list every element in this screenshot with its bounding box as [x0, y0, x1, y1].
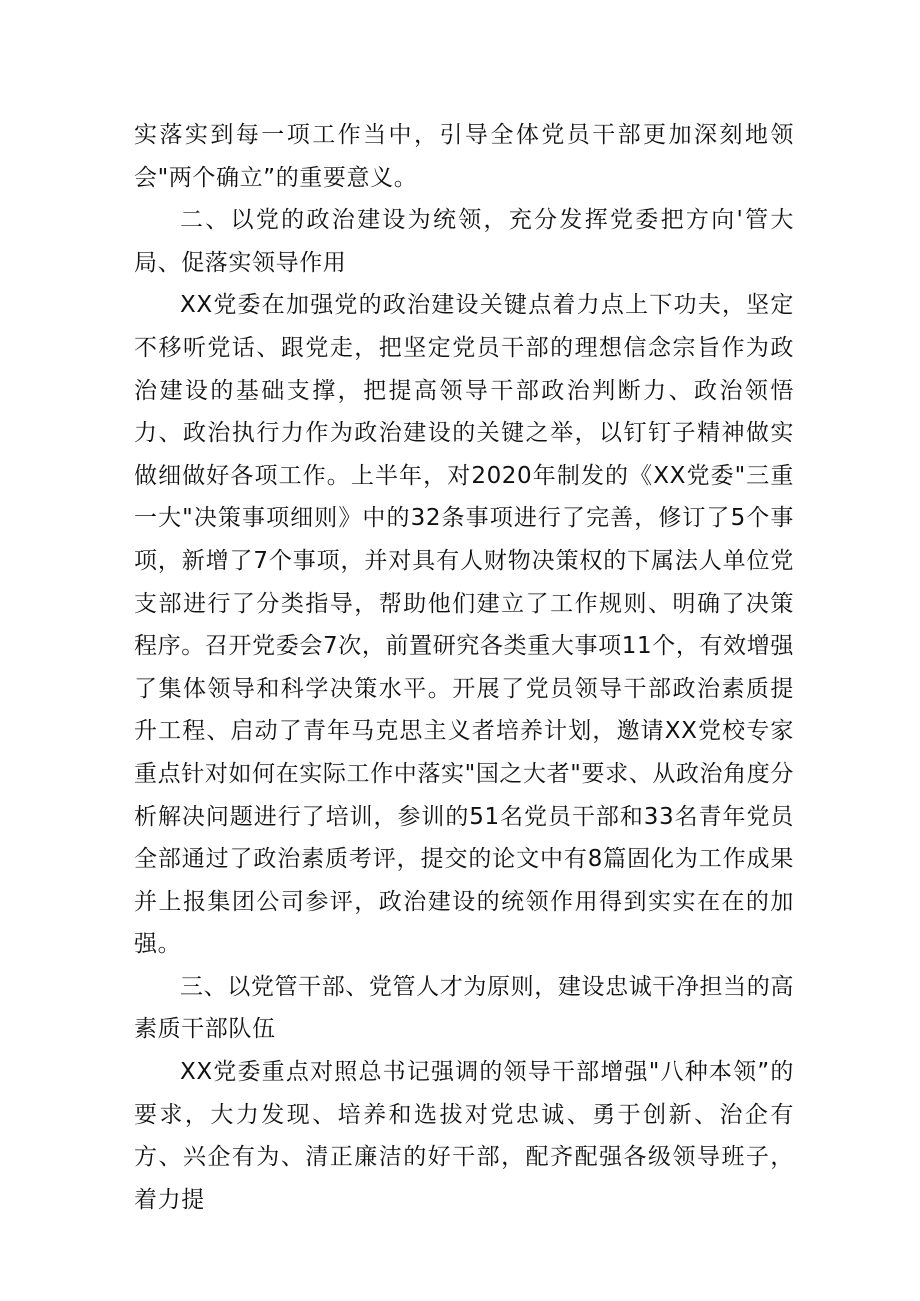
section-3-heading: 三、以党管干部、党管人才为原则，建设忠诚干净担当的高素质干部队伍 — [134, 973, 794, 1043]
section-2-body: XX党委在加强党的政治建设关键点着力点上下功夫，坚定不移听党话、跟党走，把坚定党员干部的理想信念宗旨作为政治建设的基础支撑，把提高领导干部政治判断力、政治领悟力、政治执行力作为政治建设的关键之举，以钉钉子精神做实做细做好各项工作。上半年，对2020年制发的《XX党委"三重一大"决策事项细则》中的32条事项进行了完善，修订了5个事项，新增了7个事项，并对具有人财物决策权的下属法人单位党支部进行了分类指导，帮助他们建立了工作规则、明确了决策程序。召开党委会7次，前置研究各类重大事项11个，有效增强了集体领导和科学决策水平。开展了党员领导干部政治素质提升工程、启动了青年马克思主义者培养计划，邀请XX党校专家重点针对如何在实际工作中落实"国之大者"要求、从政治角度分析解决问题进行了培训，参训的51名党员干部和33名青年党员全部通过了政治素质考评，提交的论文中有8篇固化为工作成果并上报集团公司参评，政治建设的统领作用得到实实在在的加强。 — [134, 292, 794, 958]
section-2-heading: 二、以党的政治建设为统领，充分发挥党委把方向'管大局、促落实领导作用 — [134, 207, 794, 276]
section-3-body: XX党委重点对照总书记强调的领导干部增强"八种本领”的要求，大力发现、培养和选拔对党忠诚、勇于创新、治企有方、兴企有为、清正廉洁的好干部，配齐配强各级领导班子，着力提 — [134, 1059, 794, 1213]
continued-paragraph: 实落实到每一项工作当中，引导全体党员干部更加深刻地领会"两个确立”的重要意义。 — [134, 122, 794, 191]
document-body — [134, 114, 794, 1221]
